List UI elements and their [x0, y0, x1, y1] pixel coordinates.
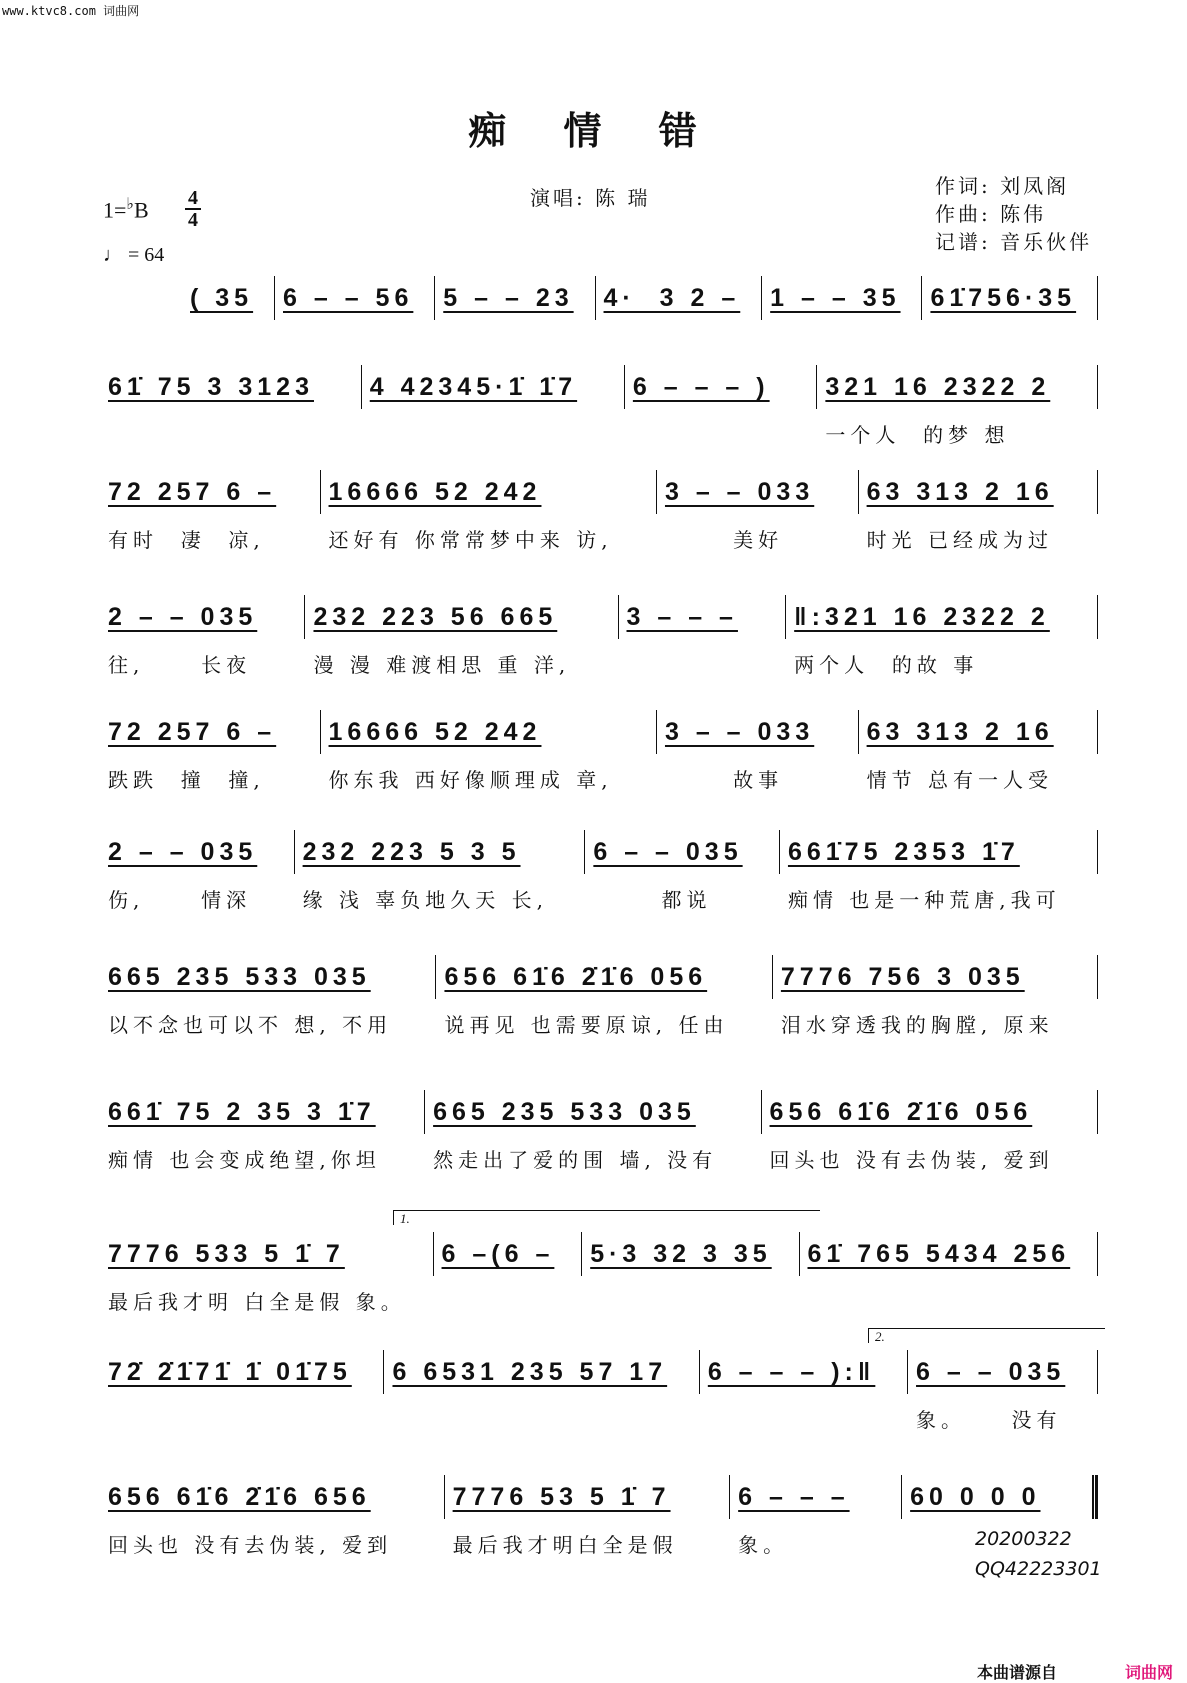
measures [108, 1090, 1098, 1172]
measures [108, 1350, 1098, 1432]
measure [361, 365, 624, 409]
measure [799, 1232, 1098, 1276]
measure-notes: 665 235 533 035 [108, 963, 371, 991]
footer-brand[interactable]: 词曲网 [1125, 1663, 1174, 1682]
measure [320, 710, 656, 792]
measures [108, 470, 1098, 552]
measure-lyric: 还好有 你常常梦中来 访, [328, 528, 613, 552]
measure [858, 470, 1097, 552]
footer-source: 本曲谱源自 [977, 1663, 1058, 1682]
lyricist: 作词: 刘凤阁 [935, 174, 1070, 198]
measure [816, 365, 1097, 447]
measure-notes: 6 – – 035 [593, 838, 743, 866]
measure-notes: 3 – – – [626, 603, 738, 631]
song-title: 痴 情 错 [468, 108, 719, 153]
measure-notes: 4· 3 2 – [603, 284, 741, 312]
measure-notes: 232 223 5 3 5 [302, 838, 521, 866]
meter-denominator: 4 [188, 209, 198, 231]
measure-notes: 72 257 6 – [108, 718, 277, 746]
composer: 作曲: 陈伟 [935, 202, 1047, 226]
staff-row [108, 1211, 1098, 1314]
measures [108, 595, 1098, 677]
measure-notes: 321 16 2322 2 [825, 373, 1051, 401]
measure-notes: 72̇ 2̇1̇71̇ 1̇ 01̇75 [108, 1358, 352, 1386]
measure-lyric: 故事 [664, 768, 784, 792]
measure [108, 1090, 424, 1172]
quarter-note-icon: ♩ [103, 244, 123, 266]
measure-lyric: 跌跌 撞 撞, [108, 768, 265, 792]
measure-notes: 1 – – 35 [770, 284, 901, 312]
measure [108, 1350, 383, 1394]
tempo-value: = 64 [128, 244, 165, 266]
measure [858, 710, 1097, 792]
measure [779, 830, 1097, 912]
measures [108, 955, 1098, 1037]
measure-notes: 6 – – – ):‖ [707, 1358, 876, 1386]
measure-lyric: 回头也 没有去伪装, 爱到 [108, 1533, 393, 1557]
measure-lyric: 最后我才明 白全是假 象。 [108, 1290, 406, 1314]
measure [304, 595, 617, 677]
measure [656, 470, 858, 552]
measure-notes: 7776 53 5 1̇ 7 [452, 1483, 671, 1511]
measure-lyric: 泪水穿透我的胸膛, 原来 [780, 1013, 1054, 1037]
time-signature [185, 188, 201, 230]
staff-row [108, 955, 1098, 1037]
measure [190, 276, 274, 320]
flat-icon: ♭ [126, 196, 134, 213]
measure [108, 595, 304, 677]
measure-notes: 7776 756 3 035 [780, 963, 1025, 991]
measure-notes: 5 – – 23 [443, 284, 574, 312]
measure [595, 276, 762, 320]
measure-lyric: 情节 总有一人受 [866, 768, 1053, 792]
measure [435, 955, 771, 1037]
measure-notes: 661̇ 75 2 35 3 1̇7 [108, 1098, 376, 1126]
date-stamp: 20200322 [975, 1528, 1072, 1550]
measure-notes: 7776 533 5 1̇ 7 [108, 1240, 345, 1268]
measure-lyric: 以不念也可以不 想, 不用 [108, 1013, 393, 1037]
key-note: B [133, 197, 149, 223]
measures [108, 365, 1098, 447]
measure-lyric: 痴情 也是一种荒唐,我可 [787, 888, 1061, 912]
staff-row [190, 276, 1098, 320]
measure-lyric: 象。 [738, 1533, 789, 1557]
measure-notes: 656 61̇6 2̇1̇6 056 [769, 1098, 1033, 1126]
measure [618, 595, 786, 639]
staff-row [108, 1329, 1098, 1432]
qq-stamp: QQ42223301 [975, 1558, 1102, 1580]
staff-row [108, 830, 1098, 912]
measure-notes: 3 – – 033 [664, 478, 815, 506]
measure-notes: 5·3 32 3 35 [590, 1240, 772, 1268]
measure-lyric: 缘 浅 辜负地久天 长, [302, 888, 549, 912]
measure-lyric: 说再见 也需要原谅, 任由 [444, 1013, 729, 1037]
measure [108, 365, 361, 409]
measure [901, 1475, 1097, 1519]
measures [108, 710, 1098, 792]
measure [907, 1350, 1097, 1432]
measure-notes: 2 – – 035 [108, 838, 258, 866]
measure-notes: 61̇756·35 [930, 284, 1077, 312]
measure [444, 1475, 730, 1557]
measure-lyric: 时光 已经成为过 [866, 528, 1053, 552]
measure [581, 1232, 798, 1276]
measure [584, 830, 779, 912]
measure [108, 710, 320, 792]
staff-row [108, 470, 1098, 552]
measure [320, 470, 656, 552]
measure [761, 276, 921, 320]
measure-lyric: 往, 长夜 [108, 653, 252, 677]
measure-notes: 16666 52 242 [328, 478, 542, 506]
measures [108, 1232, 1098, 1314]
measure-notes: 16666 52 242 [328, 718, 542, 746]
measure-notes: 63 313 2 16 [866, 478, 1054, 506]
measure-notes: 6 – – – [738, 1483, 850, 1511]
site-watermark: www.ktvc8.com 词曲网 [2, 4, 140, 18]
measure-notes: 63 313 2 16 [866, 718, 1054, 746]
measure [294, 830, 585, 912]
measure-lyric: 然走出了爱的围 墙, 没有 [433, 1148, 718, 1172]
measure-lyric: 一个人 的梦 想 [825, 423, 1010, 447]
volta-bracket: 1. [393, 1210, 820, 1225]
measure [434, 276, 594, 320]
credits [935, 172, 1092, 256]
measure-notes: 6 6531 235 57 17 [392, 1358, 668, 1386]
measures [190, 276, 1098, 320]
staff-row [108, 365, 1098, 447]
measure [424, 1090, 760, 1172]
measures [108, 830, 1098, 912]
measure [624, 365, 817, 409]
measure-lyric: 有时 凄 凉, [108, 528, 265, 552]
staff-row [108, 595, 1098, 677]
measure-lyric: 都说 [593, 888, 712, 912]
measure [108, 955, 435, 1037]
measure-notes: 232 223 56 665 [313, 603, 558, 631]
measure-lyric: 伤, 情深 [108, 888, 252, 912]
measure [656, 710, 858, 792]
measure-notes: 661̇75 2353 1̇7 [787, 838, 1020, 866]
measure [729, 1475, 901, 1557]
tempo [103, 244, 164, 267]
measure-notes: 2 – – 035 [108, 603, 258, 631]
measure-notes: 665 235 533 035 [433, 1098, 696, 1126]
measure-notes: ‖:321 16 2322 2 [794, 603, 1050, 631]
measure [108, 470, 320, 552]
measure-lyric: 最后我才明白全是假 [452, 1533, 678, 1557]
meter-numerator: 4 [185, 188, 201, 210]
measure-lyric: 象。 没有 [916, 1408, 1062, 1432]
measure [699, 1350, 907, 1394]
measure [108, 1232, 433, 1314]
measure-notes: 4 42345·1̇ 1̇7 [369, 373, 578, 401]
measure-notes: 61̇ 75 3 3123 [108, 373, 314, 401]
staff-row [108, 1090, 1098, 1172]
measure [433, 1232, 582, 1276]
measure-lyric: 美好 [664, 528, 784, 552]
measure [108, 830, 294, 912]
measure [921, 276, 1097, 320]
key-prefix: 1= [103, 197, 127, 223]
singer: 演唱: 陈 瑞 [530, 186, 651, 210]
measure-lyric: 两个人 的故 事 [794, 653, 979, 677]
measure-notes: 60 0 0 0 [910, 1483, 1041, 1511]
measure [761, 1090, 1097, 1172]
measure [772, 955, 1097, 1037]
volta-bracket: 2. [868, 1328, 1105, 1343]
measure-notes: 61̇ 765 5434 256 [807, 1240, 1071, 1268]
measure-notes: 6 –(6 – [441, 1240, 555, 1268]
measure-notes: ( 35 [190, 284, 254, 312]
transcriber: 记谱: 音乐伙伴 [935, 230, 1093, 254]
measure-notes: 72 257 6 – [108, 478, 277, 506]
measure [785, 595, 1097, 677]
staff-row [108, 710, 1098, 792]
measure-notes: 6 – – 56 [283, 284, 414, 312]
measure-notes: 3 – – 033 [664, 718, 815, 746]
measure-lyric: 痴情 也会变成绝望,你坦 [108, 1148, 381, 1172]
measure-notes: 6 – – 035 [916, 1358, 1066, 1386]
measure-notes: 6 – – – ) [632, 373, 770, 401]
measure [274, 276, 434, 320]
measure [108, 1475, 444, 1557]
measure-notes: 656 61̇6 2̇1̇6 656 [108, 1483, 371, 1511]
measure-lyric: 回头也 没有去伪装, 爱到 [769, 1148, 1054, 1172]
key-signature [103, 194, 149, 223]
measure [383, 1350, 698, 1394]
measure-lyric: 漫 漫 难渡相思 重 洋, [313, 653, 571, 677]
measure-lyric: 你东我 西好像顺理成 章, [328, 768, 613, 792]
measure-notes: 656 61̇6 2̇1̇6 056 [444, 963, 708, 991]
